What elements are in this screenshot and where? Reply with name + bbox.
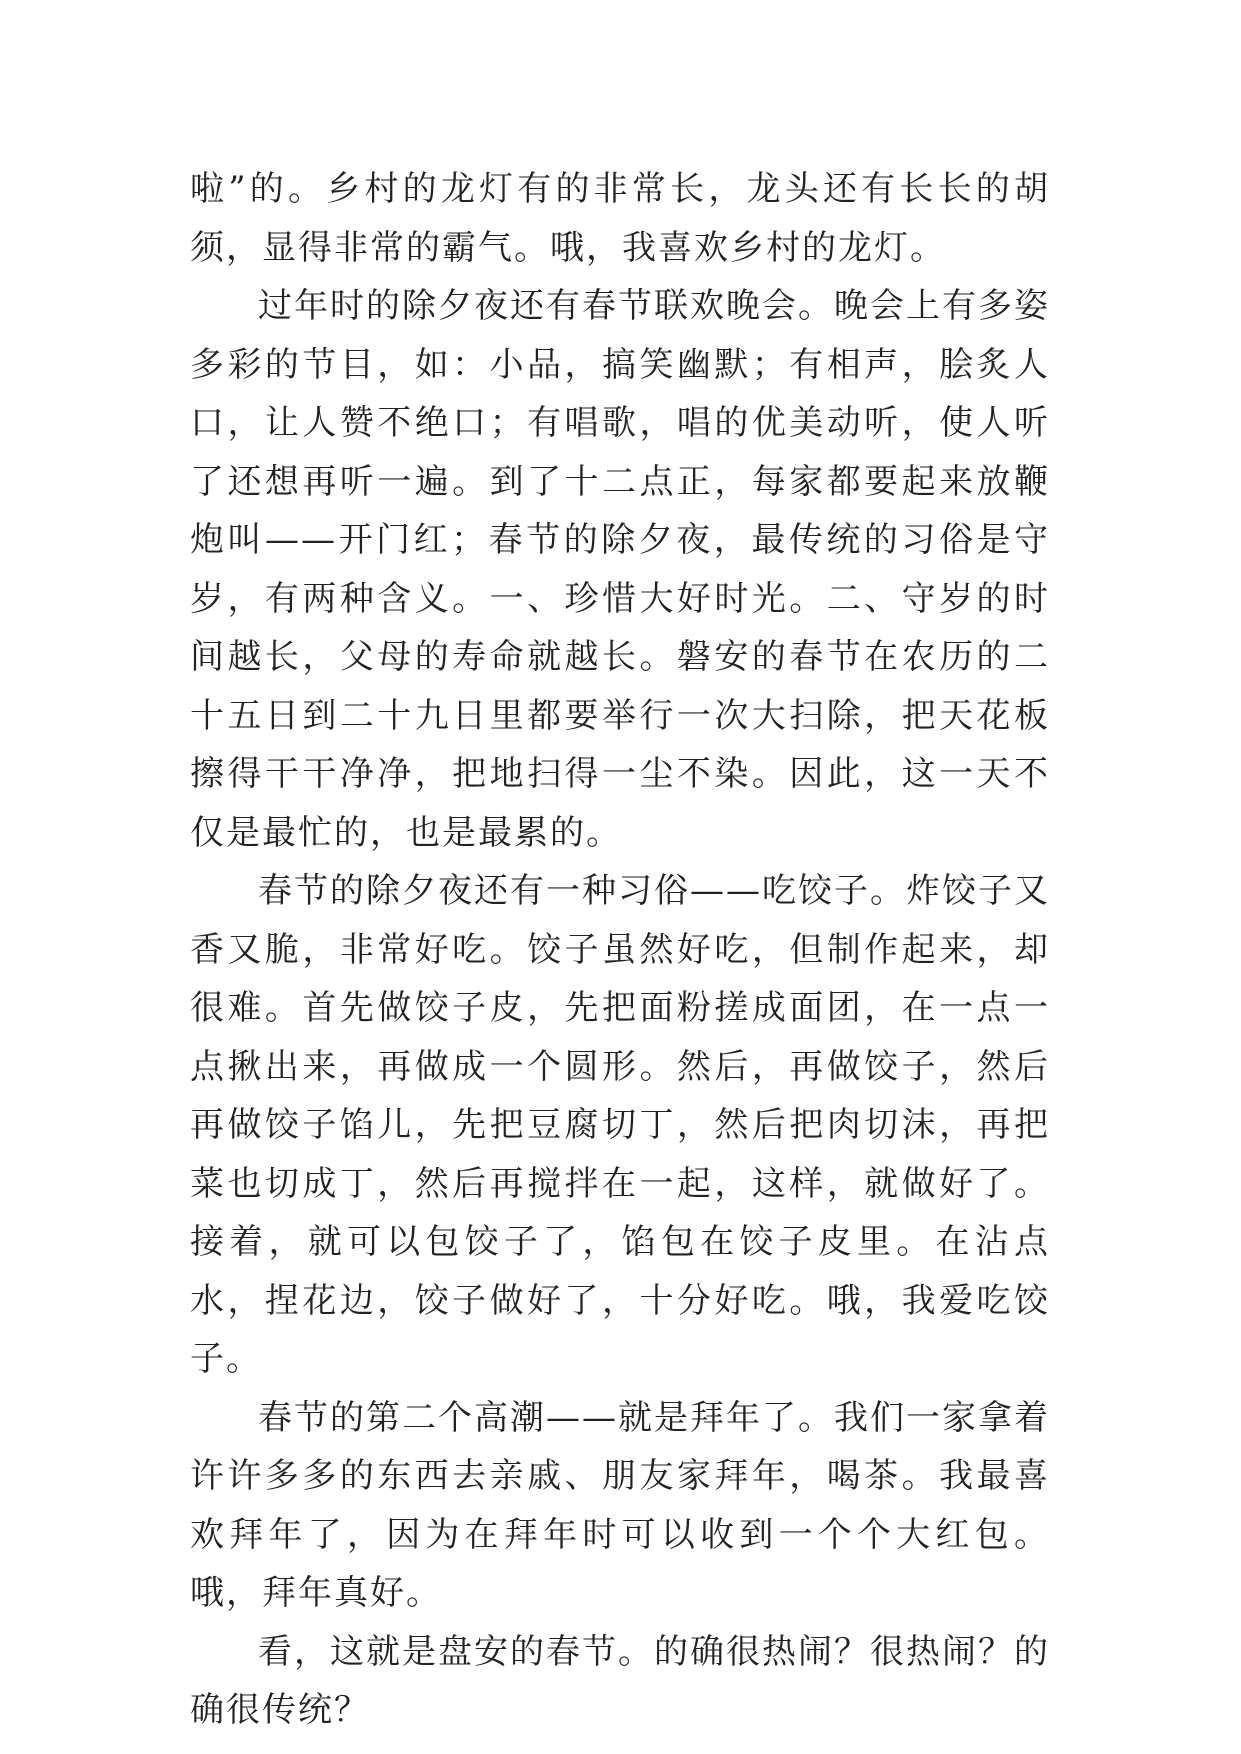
paragraph-2: 过年时的除夕夜还有春节联欢晚会。晚会上有多姿多彩的节目，如：小品，搞笑幽默；有相声，脍炙人口，让人赞不绝口；有唱歌，唱的优美动听，使人听了还想再听一遍。到了十二点正，每家都要起来放鞭炮叫——开门红；春节的除夕夜，最传统的习俗是守岁，有两种含义。一、珍惜大好时光。二、守岁的时间越长，父母的寿命就越长。磐安的春节在农历的二十五日到二十九日里都要举行一次大扫除，把天花板擦得干干净净，把地扫得一尘不染。因此，这一天不仅是最忙的，也是最累的。 [190,286,1050,853]
paragraph-4: 春节的第二个高潮——就是拜年了。我们一家拿着许许多多的东西去亲戚、朋友家拜年，喝茶。我最喜欢拜年了，因为在拜年时可以收到一个个大红包。哦，拜年真好。 [190,1397,1050,1613]
paragraph-3: 春节的除夕夜还有一种习俗——吃饺子。炸饺子又香又脆，非常好吃。饺子虽然好吃，但制作起来，却很难。首先做饺子皮，先把面粉搓成面团，在一点一点揪出来，再做成一个圆形。然后，再做饺子，然后再做饺子馅儿，先把豆腐切丁，然后把肉切沫，再把菜也切成丁，然后再搅拌在一起，这样，就做好了。接着，就可以包饺子了，馅包在饺子皮里。在沾点水，捏花边，饺子做好了，十分好吃。哦，我爱吃饺子。 [190,871,1050,1379]
paragraph-1: 啦”的。乡村的龙灯有的非常长，龙头还有长长的胡须，显得非常的霸气。哦，我喜欢乡村的龙灯。 [190,169,1050,268]
document-body [190,160,1050,1740]
paragraph-5: 看，这就是盘安的春节。的确很热闹？很热闹？的确很传统？ [190,1631,1050,1730]
